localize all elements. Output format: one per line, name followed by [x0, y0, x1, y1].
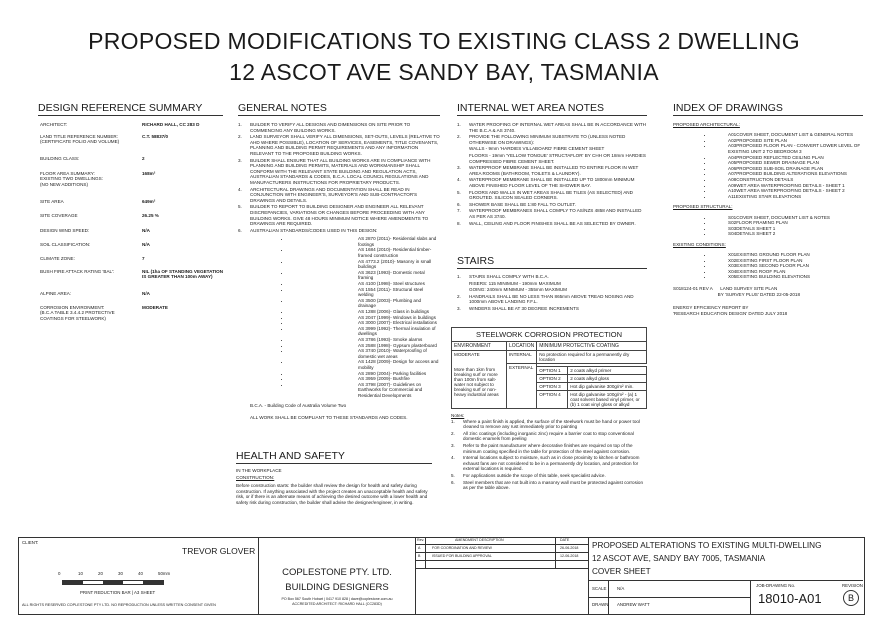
compliance-note: ALL WORK SHALL BE COMPLIANT TO THESE STANDARDS AND CODES. [250, 414, 408, 420]
wet-note-text: FLOORS - 19mm 'YELLOW TONGUE' STRUCTAFLOR' BY CHH OR 18mm HARDIES COMPRESSED FIBRE CEMENT SHEET. [469, 152, 646, 164]
health-body: Before construction starts: the builder shall review the design for health and safety during construction. If anything associated with the project creates an unacceptable health and safety risk, or if there is an alternate means of achieving the desired outcome with a lower health and safety risk during construction, the builder shall advise the designer/engineer, in writing. [236, 483, 428, 505]
index-arch-item-title: WET AREA WATERPROOFING DETAILS - SHEET 1 [736, 182, 845, 188]
rev-a: A [418, 546, 421, 550]
index-arch-item-title: PROPOSED SUB-SOIL DRAINAGE PLAN [736, 165, 824, 171]
company-name: COPLESTONE PTY. LTD. [282, 567, 392, 578]
stairs-note-text: STAIRS SHALL COMPLY WITH B.C.A. [469, 274, 549, 279]
wet-note-text: WATERPROOF MEMBRANE SHALL BE INSTALLED UP TO 1800mm MINIMUM ABOVE FINISHED FLOOR LEVEL OF THE SHOWER BAY. [469, 177, 635, 188]
project-line-3: COVER SHEET [592, 567, 651, 576]
wet-note [457, 153, 647, 164]
corrosion-note-number: 3. [451, 442, 455, 448]
index-struct-item-title: DETAILS SHEET 2 [736, 231, 776, 237]
design-row-label: ARCHITECT: [40, 122, 68, 127]
general-notes-section [238, 102, 440, 420]
stairs-note-text: RISERS: 115 MINIMUM - 190mm MAXIMUM [469, 280, 561, 286]
internal-coating: No protection required for a permanently dry location [537, 351, 647, 364]
standard-desc: - Domestic metal framing [358, 269, 425, 281]
standard-item [290, 326, 440, 337]
design-row-label: SITE COVERAGE [40, 213, 78, 218]
index-arch-item-title: EXISTING STAIR ELEVATIONS [735, 193, 802, 199]
design-row-value: N/A [142, 291, 150, 296]
project-line-2: 12 ASCOT AVE, SANDY BAY 7005, TASMANIA [592, 554, 766, 563]
index-exist-item-title: EXISTING FIRST FLOOR PLAN [736, 257, 803, 263]
stairs-note [457, 281, 647, 287]
standard-desc: - Electrical installations [390, 320, 437, 326]
design-row-value: C.T. 58837/0 [142, 134, 169, 139]
general-note-number: 6. [238, 227, 242, 233]
corrosion-note-number: 6. [451, 479, 455, 485]
index-arch-item-title: PROPOSED REFLECTED CEILING PLAN [736, 154, 824, 160]
stairs-note [457, 274, 647, 280]
corrosion-note [451, 431, 647, 442]
option-2-coating: 2 coats alkyd gloss [568, 375, 647, 383]
standard-desc: - Residential slabs and footings [358, 236, 437, 247]
stairs-section [457, 255, 647, 313]
standard-desc: - Waterproofing of domestic wet areas [358, 348, 427, 359]
general-note-number: 1. [238, 122, 242, 127]
standard-item [290, 359, 440, 370]
corrosion-heading: STEELWORK CORROSION PROTECTION [452, 328, 647, 342]
stairs-note-text: HANDRAILS SHALL BE NO LESS THAN 865mm ABOVE TREAD NOSING AND 1000mm ABOVE LANDING F.F.L. [469, 293, 634, 305]
corrosion-note [451, 455, 647, 472]
index-energy: ENERGY EFFICIENCY REPORT BY 'RESEARCH EDUCATION DESIGN' DATED JULY 2018 [673, 305, 788, 316]
index-exist-label: EXISTING CONDITIONS: [673, 241, 726, 247]
wet-note [457, 190, 647, 201]
index-arch-item-code: A06 [728, 165, 737, 171]
corrosion-note [451, 419, 647, 430]
wet-area-list [457, 122, 647, 226]
design-row-value: RICHARD HALL, CC 283 D [142, 122, 200, 127]
design-reference-heading: DESIGN REFERENCE SUMMARY [38, 102, 223, 116]
index-arch-list [673, 132, 863, 199]
revision-label: REVISION [842, 583, 863, 588]
standard-code: AS 2588 (1998) [358, 342, 391, 348]
general-note-text: LAND SURVEYOR SHALL VERIFY ALL DIMENSIONS, SET-OUTS, LEVELS (RELATIVE TO AHD WHERE POSSIBLE), LOCATION OF SERVICES, EASEMENTS, TITLE COVENANTS, PLANNING AND BUILDING PERMIT REQUIREMENTS AND ANY INFORMATION RELEVANT TO THE PROPOSED BUILDING WORKS. [250, 134, 440, 156]
standard-desc: - Gypsum plasterboard [390, 342, 437, 348]
revision-value: B [843, 590, 859, 606]
general-note [238, 122, 440, 133]
loc-external: EXTERNAL [507, 364, 537, 409]
wet-note-text: WATER PROOFING OF INTERNAL WET AREAS SHALL BE IN ACCORDANCE WITH THE B.C.A & AS 3740. [469, 122, 646, 133]
rev-b-desc: ISSUED FOR BUILDING APPROVAL [432, 554, 492, 558]
standard-item [290, 287, 440, 298]
corrosion-note [451, 480, 647, 491]
corrosion-note-number: 2. [451, 430, 455, 436]
standard-code: AS 1288 (2006) [358, 309, 391, 314]
index-struct-label: PROPOSED STRUCTURAL: [673, 204, 733, 210]
index-arch-item [713, 194, 863, 200]
env-moderate: MODERATE [454, 352, 480, 357]
rev-b: B [418, 554, 421, 558]
general-note-number: 3. [238, 157, 242, 163]
corrosion-note-text: All zinc coatings (including inorganic zinc) require a barrier coat to stop conventional domestic enamels from peeling [463, 430, 634, 442]
index-arch-label: PROPOSED ARCHITECTURAL: [673, 122, 740, 127]
standard-desc: - Residential timber-framed construction [358, 247, 432, 259]
wet-note [457, 122, 647, 133]
wet-note-text: WALL, CEILING AND FLOOR FINISHES SHALL BE AS SELECTED BY OWNER. [469, 220, 636, 226]
general-note [238, 134, 440, 156]
corrosion-note-text: For applications outside the scope of this table, seek specialist advice. [463, 472, 606, 478]
index-struct-item-code: S04 [728, 231, 737, 237]
loc-internal: INTERNAL [507, 351, 537, 364]
health-safety-heading: HEALTH AND SAFETY [236, 450, 432, 464]
index-arch-item-code: A07 [728, 171, 737, 177]
option-3: OPTION 3 [537, 383, 568, 391]
wet-area-section [457, 102, 647, 227]
general-note [238, 187, 440, 204]
stairs-note-number: 1. [457, 274, 461, 279]
standard-code: AS 3623 (1993) [358, 269, 391, 275]
index-arch-item-code: A08 [728, 176, 737, 182]
index-exist-item-title: EXISTING ROOF PLAN [736, 268, 786, 274]
corrosion-notes-list [451, 419, 647, 491]
option-1: OPTION 1 [537, 367, 568, 375]
index-struct-item-title: DETAILS SHEET 1 [736, 225, 776, 231]
rev-header: Rev. [417, 538, 425, 542]
wet-note-number: 1. [457, 122, 461, 127]
rev-a-desc: FOR COORDINATION AND REVIEW [432, 546, 492, 550]
index-arch-item-title: WET AREA WATERPROOFING DETAILS - SHEET 2 [736, 188, 845, 194]
standard-desc: - Design for access and mobility [358, 359, 439, 370]
index-exist-item-code: X01 [728, 252, 737, 258]
wet-note-number: 3. [457, 165, 461, 171]
scale-caption: PRINT REDUCTION BAR | A3 SHEET [80, 590, 156, 595]
design-row-value: N/A [142, 228, 150, 233]
design-row-label: DESIGN WIND SPEED: [40, 228, 90, 233]
general-note-number: 2. [238, 134, 242, 140]
scale-label: SCALE [592, 586, 607, 591]
wet-note [457, 146, 647, 152]
standard-code: AS 3786 (1993) [358, 336, 391, 342]
design-row-value: 2 [142, 156, 145, 161]
general-note-text: BUILDER TO REPORT TO BUILDING DESIGNER AND ENGINEER ALL RELEVANT DISCREPANCIES, VARIATIONS OR CHANGES BEFORE PROCEEDING WITH ANY BUILDING WORKS. GIVE 48 HOURS MINIMUM NOTICE WHERE AMENDMENTS TO DRAWINGS ARE REQUIRED. [250, 204, 429, 227]
design-row-label: CLIMATE ZONE: [40, 256, 75, 261]
wet-note-text: WATERPROOF MEMBRANES SHALL COMPLY TO AS/NZS 4858 AND INSTALLED AS PER AS 3740. [469, 208, 642, 219]
company-type: BUILDING DESIGNERS [285, 582, 389, 593]
scale-value: N/A [617, 586, 625, 591]
wet-note-number: 5. [457, 189, 461, 195]
scale-tick: 50mm [158, 571, 171, 576]
general-note [238, 204, 440, 226]
index-exist-item-code: X02 [728, 257, 737, 263]
company-address: PO Box 567 South Hobart | 0417 910 828 | dave@coplestone.com.au [281, 597, 393, 601]
rev-a-date: 26-06-2018 [560, 546, 579, 550]
client-name: TREVOR GLOVER [182, 546, 256, 556]
stairs-note-number: 2. [457, 293, 461, 299]
wet-note [457, 202, 647, 208]
index-arch-item-code: A05 [728, 160, 737, 166]
index-exist-item-code: X03 [728, 263, 737, 269]
design-reference-section [38, 102, 223, 116]
col-coating: MINIMUM PROTECTIVE COATING [537, 342, 647, 351]
corrosion-note-text: Steel members that are not built into a masonry wall must be protected against corrosion as per the table above. [463, 479, 644, 491]
index-exist-item-title: EXISTING GROUND FLOOR PLAN [736, 252, 810, 258]
standard-desc: - Masonry in small buildings [358, 258, 432, 270]
general-notes-list [238, 122, 440, 233]
index-arch-item-title: CONSTRUCTION DETAILS [736, 176, 794, 182]
general-note [238, 228, 440, 234]
stairs-note [457, 306, 647, 312]
option-4: OPTION 4 [537, 391, 568, 409]
index-struct-item-title: FLOOR FRAMING PLAN [736, 220, 788, 226]
stairs-heading: STAIRS [457, 255, 647, 269]
corrosion-section [451, 327, 647, 492]
design-row-label: SOIL CLASSIFICATION: [40, 242, 91, 247]
env-description: More than 1km from breaking surf or more than 100m from salt-water not subject to breaking surf or non-heavy industrial areas [454, 367, 499, 397]
wet-note-number: 6. [457, 201, 461, 207]
drawn-value: ANDREW WATT [617, 602, 650, 607]
project-line-1: PROPOSED ALTERATIONS TO EXISTING MULTI-DWELLING [592, 541, 822, 550]
design-row-value: 168m² [142, 171, 156, 176]
stairs-note-text: GOING: 240mm MINIMUM - 355mm MAXIMUM [469, 287, 568, 293]
standard-code: AS 3740 (2010) [358, 348, 391, 354]
corrosion-note-number: 1. [451, 418, 455, 424]
index-exist-item-code: X05 [728, 274, 737, 280]
standard-code: AS 2890 (2004) [358, 370, 391, 376]
wet-note [457, 165, 647, 176]
wet-note-number: 7. [457, 208, 461, 214]
index-arch-item-code: A01 [728, 132, 737, 138]
wet-area-heading: INTERNAL WET AREA NOTES [457, 102, 647, 116]
corrosion-note [451, 443, 647, 454]
standard-code: AS 3999 (1992) [358, 325, 391, 331]
amend-header: AMENDMENT DESCRIPTION [455, 538, 504, 542]
index-arch-item-code: A03 [728, 143, 737, 149]
company-accreditation: ACCREDITED ARCHITECT: RICHARD HALL (CC283D) [292, 602, 382, 606]
wet-note-text: WATERPROOF MEMBRANE SHALL BE INSTALLED TO ENTIRE FLOOR IN WET AREA ROOMS (BATHROOM, TOILETS & LAUNDRY). [469, 165, 639, 176]
standards-list [238, 236, 440, 398]
title-line-1: PROPOSED MODIFICATIONS TO EXISTING CLASS 2 DWELLING [88, 28, 800, 54]
standard-desc: - Plumbing and drainage [358, 297, 422, 309]
wet-note-number: 2. [457, 134, 461, 140]
stairs-list [457, 274, 647, 312]
standard-code: AS 4773.2 (2010) [358, 258, 395, 264]
design-row-label: LAND TITLE REFERENCE NUMBER: (CERTIFICATE FOLIO AND VOLUME) [40, 134, 120, 145]
index-survey: S018124-01 REV A LAND SURVEY SITE PLAN BY 'SURVEY PLUS' DATED 22-05-2018 [673, 286, 801, 297]
design-row-label: BUSH FIRE ATTACK RATING 'BAL': [40, 269, 115, 274]
design-row-value: 649m² [142, 199, 156, 204]
standard-item [290, 298, 440, 309]
standard-item [290, 236, 440, 247]
option-4-coating: Hot dip galvanise 100g/m² - (a) 1 coat solvent based vinyl primer, or (b) 1 coat vinyl gloss or alkyd [568, 391, 647, 409]
standard-desc: - Glass in buildings [390, 309, 429, 314]
general-note-text: AUSTRALIAN STANDARDS/CODES USED IN THIS DESIGN: [250, 227, 378, 233]
design-row-label: SITE AREA [40, 199, 64, 204]
client-label: CLIENT: [22, 540, 39, 545]
standard-desc: - Structural steel welding [358, 286, 424, 298]
index-struct-item [713, 231, 863, 237]
standard-item [290, 259, 440, 270]
standard-code: AS 1684 (2010) [358, 247, 391, 253]
index-arch-item-code: A10 [728, 188, 737, 194]
corrosion-note-number: 4. [451, 455, 455, 461]
date-header: DATE [560, 538, 570, 542]
index-arch-item-title: PROPOSED FLOOR PLAN - CONVERT LOWER LEVEL OF EXISTING UNIT 2 TO BEDROOM 3 [728, 143, 861, 154]
general-note-text: ARCHITECTURAL DRAWINGS AND DOCUMENTATION SHALL BE READ IN CONJUNCTION WITH ENGINEER'S, SURVEYOR'S AND SUB-CONTRACTOR'S DRAWINGS AND DETAILS. [250, 186, 418, 203]
corrosion-note [451, 473, 647, 479]
index-arch-item-code: A11 [728, 193, 736, 199]
standard-code: AS 4100 (1998) [358, 281, 391, 287]
general-note-number: 4. [238, 186, 242, 192]
corrosion-note-text: Refer to the paint manufacturer where decorative finishes are required on top of the minimum coating specified in the table for protection of the steel against corrosion. [463, 442, 633, 454]
standard-code: AS 3500 (2003) [358, 297, 391, 303]
wet-note-number: 4. [457, 177, 461, 183]
wet-note [457, 134, 647, 145]
wet-note-text: PROVIDE THE FOLLOWING MINIMUM SUBSTRATE TO (UNLESS NOTED OTHERWISE ON DRAWINGS): [469, 134, 626, 145]
general-note-number: 5. [238, 204, 242, 210]
job-number: 18010-A01 [758, 591, 822, 606]
wet-note-text: WALLS - 9mm 'HARDIES VILLABOARD' FIBRE CEMENT SHEET [469, 146, 605, 152]
standard-code: AS 3959 (2009) [358, 376, 391, 382]
index-arch-item-title: PROPOSED SITE PLAN [736, 137, 787, 143]
design-row-label: ALPINE AREA: [40, 291, 72, 296]
index-section [673, 102, 863, 316]
scale-tick: 10 [78, 571, 83, 576]
index-exist-item [713, 274, 863, 280]
standard-code: AS 2047 (1999) [358, 314, 391, 320]
standard-desc: - Guidelines on Earthworks for Commercial and Residential Developments [358, 381, 423, 398]
col-environment: ENVIRONMENT [452, 342, 507, 351]
wet-note [457, 221, 647, 227]
index-struct-item-title: COVER SHEET, DOCUMENT LIST & NOTES [736, 214, 830, 220]
scale-tick: 30 [118, 571, 123, 576]
design-row-value: MODERATE [142, 305, 168, 310]
corrosion-note-text: Where a paint finish is applied, the surface of the steelwork must be hand or power tool cleaned to remove any rust immediately prior to painting [463, 418, 640, 430]
standard-item [290, 247, 440, 258]
index-struct-list [673, 215, 863, 237]
option-2: OPTION 2 [537, 375, 568, 383]
standard-code: AS 1428 (2009) [358, 359, 391, 365]
job-label: JOB-DRAWING No. [756, 583, 796, 588]
standard-code: AS 1554 (2011) [358, 286, 390, 292]
index-exist-item-code: X04 [728, 268, 737, 274]
general-note-text: BUILDER SHALL ENSURE THAT ALL BUILDING WORKS ARE IN COMPLIANCE WITH PLANNING AND BUILDING PERMITS, MATERIALS AND WORKMANSHIP SHALL CONFORM WITH THE RELEVANT STATE BUILDING AND REGULATION ACTS, AUSTRALIAN STANDARDS & CODES, B.C.A. LOCAL COUNCIL REGULATIONS AND MANUFACTURERS INSTRUCTIONS FOR PROPRIETARY PRODUCTS. [250, 157, 431, 185]
bca-note: B.C.A. - Building Code of Australia Volume Two [250, 403, 347, 409]
scale-tick: 0 [58, 571, 61, 576]
corrosion-note-text: Internal locations subject to moisture, such as in close proximity to kitchen or bathroom exhaust fans are not considered to be in a permanently dry location, and protection for external locations is required. [463, 455, 640, 472]
wet-note [457, 177, 647, 188]
index-struct-item-code: S01 [728, 214, 737, 220]
health-sub-workplace: IN THE WORKPLACE [236, 468, 282, 473]
index-arch-item-title: PROPOSED SEWER DRAINAGE PLAN [736, 160, 819, 166]
standard-desc: - Smoke alarms [390, 336, 423, 342]
index-arch-item-title: COVER SHEET, DOCUMENT LIST & GENERAL NOTES [736, 132, 854, 138]
index-exist-item-title: EXISTING BUILDING ELEVATIONS [736, 274, 811, 280]
general-note [238, 158, 440, 186]
option-1-coating: 2 coats alkyd primer [568, 367, 647, 375]
corrosion-notes-label: Notes: [451, 413, 465, 418]
standard-desc: - Parking facilities [390, 370, 427, 376]
wet-note [457, 208, 647, 219]
index-exist-item-title: EXISTING SECOND FLOOR PLAN [736, 263, 809, 269]
col-location: LOCATION [507, 342, 537, 351]
standard-item [290, 348, 440, 359]
corrosion-note-number: 5. [451, 472, 455, 478]
stairs-note [457, 287, 647, 293]
drawn-label: DRAWN [592, 602, 609, 607]
standard-item [290, 270, 440, 281]
title-line-2: 12 ASCOT AVE SANDY BAY, TASMANIA [229, 59, 659, 85]
design-row-value: N/A [142, 242, 150, 247]
design-row-value: 7 [142, 256, 145, 261]
standard-item [290, 382, 440, 399]
wet-note-number: 8. [457, 220, 461, 226]
design-row-label: CORROSION ENVIRONMENT: (B.C.A TABLE 3.4.4.2 PROTECTIVE COATINGS FOR STEELWORK) [40, 305, 115, 321]
index-heading: INDEX OF DRAWINGS [673, 102, 863, 116]
standard-code: AS 3798 (2007) [358, 381, 391, 387]
design-row-label: FLOOR AREA SUMMARY: EXISTING TWO DWELLINGS: (NO NEW ADDITIONS) [40, 171, 103, 187]
stairs-note-text: WINDERS SHALL BE AT 30 DEGREE INCREMENTS [469, 305, 579, 311]
rev-b-date: 12-06-2018 [560, 554, 579, 558]
index-arch-item-code: A04 [728, 154, 737, 160]
index-arch-item-title: PROPOSED BUILDING ALTERATIONS ELEVATIONS [736, 171, 847, 177]
design-row-value: NIL (1ha OF STANDING VEGETATION IS GREATER THAN 100m AWAY) [142, 269, 224, 280]
wet-note-text: SHOWER BASE SHALL BE 1:80 FALL TO OUTLET. [469, 201, 576, 207]
scale-tick: 20 [98, 571, 103, 576]
index-struct-item-code: S03 [728, 225, 737, 231]
index-arch-item [713, 143, 863, 154]
index-arch-item-code: A09 [728, 182, 737, 188]
rights-notice: ALL RIGHTS RESERVED COPLESTONE PTY LTD. NO REPRODUCTION UNLESS WRITTEN CONSENT GIVEN [22, 603, 216, 607]
standard-desc: - Thermal insulation of dwellings [358, 325, 436, 337]
wet-note-text: FLOORS AND WALLS IN WET AREAS SHALL BE TILES (AS SELECTED) AND GROUTED. SILICON SEALED CORNERS. [469, 189, 633, 201]
general-notes-heading: GENERAL NOTES [238, 102, 440, 116]
standard-code: AS 3000 (2007) [358, 320, 391, 326]
stairs-note [457, 294, 647, 305]
standard-desc: - Steel structures [390, 281, 425, 287]
standard-code: AS 2870 (2011) [358, 236, 390, 242]
standard-desc: - Windows in buildings [390, 314, 436, 320]
design-row-value: 26.25 % [142, 213, 159, 218]
health-sub-construction: CONSTRUCTION: [236, 474, 275, 480]
scale-tick: 40 [138, 571, 143, 576]
design-row-label: BUILDING CLASS: [40, 156, 80, 161]
index-arch-item-code: A02 [728, 137, 737, 143]
health-safety-section [236, 450, 432, 506]
stairs-note-number: 3. [457, 305, 461, 311]
index-struct-item-code: S02 [728, 220, 737, 226]
scale-bar [62, 580, 164, 585]
option-3-coating: Hot dip galvanise 300g/m² min. [568, 383, 647, 391]
index-exist-list [673, 252, 863, 280]
standard-desc: - Bushfire [390, 376, 410, 382]
corrosion-table [451, 327, 647, 409]
general-note-text: BUILDER TO VERIFY ALL DESIGNS AND DIMENSIONS ON SITE PRIOR TO COMMENCING ANY BUILDING WORKS. [250, 122, 411, 133]
